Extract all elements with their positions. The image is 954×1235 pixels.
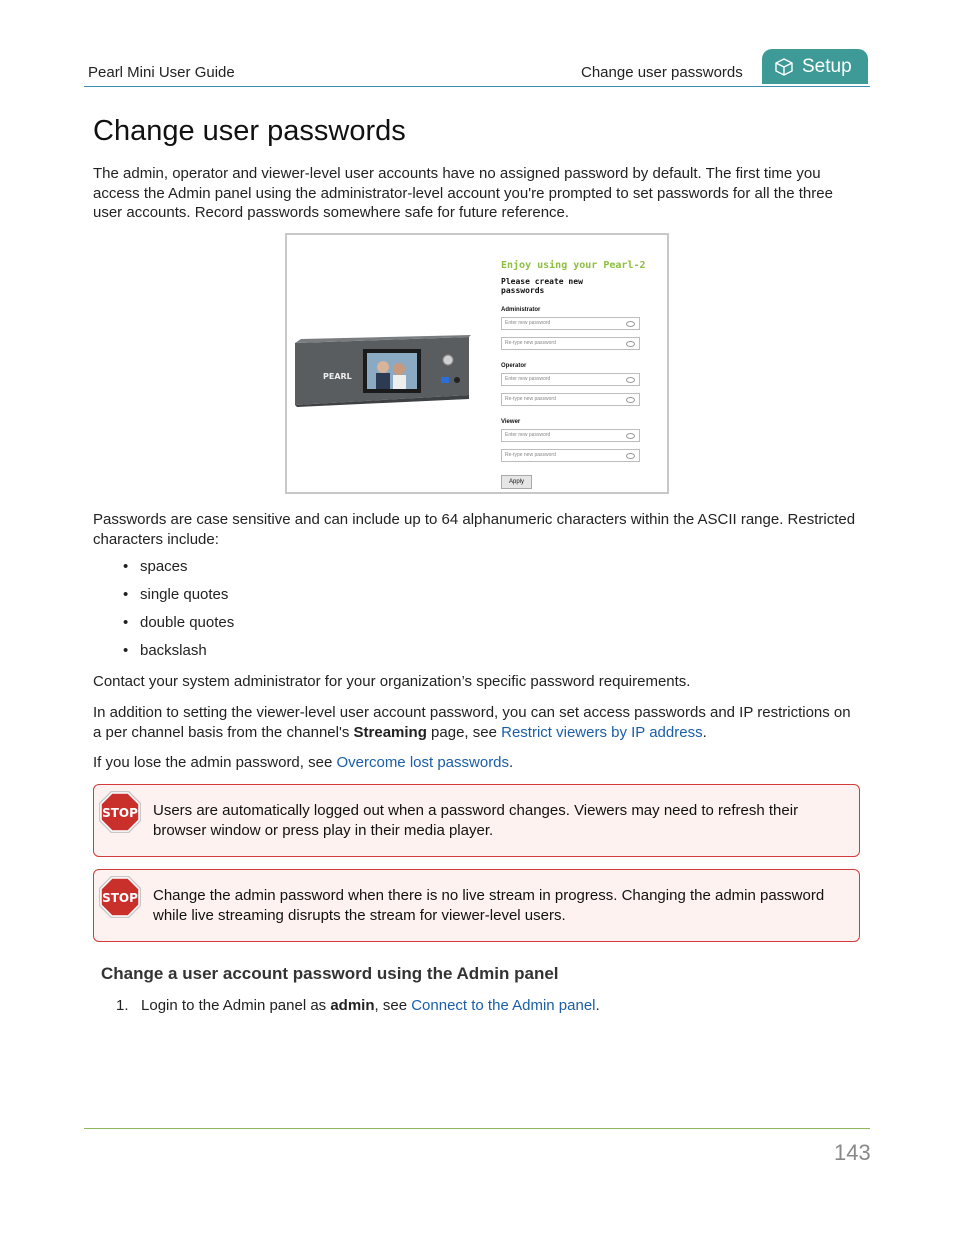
figure-subheading: Please create new passwords (501, 277, 583, 295)
eye-icon[interactable] (626, 433, 635, 439)
list-item: • single quotes (123, 586, 229, 603)
apply-button[interactable]: Apply (501, 475, 532, 489)
admin-label: Administrator (501, 307, 541, 313)
stop-sign-icon (98, 875, 142, 919)
footer-rule (84, 1128, 870, 1129)
viewer-paragraph: In addition to setting the viewer-level user account password, you can set access passwords and IP restrictions on a per channel basis from the channel's Streaming page, see Restrict viewers by IP address. (93, 704, 851, 741)
list-item: • double quotes (123, 614, 235, 631)
contact-paragraph: Contact your system administrator for your organization’s specific password requirements. (93, 673, 691, 690)
admin-retype-password-input[interactable]: Re-type new password (501, 337, 640, 350)
operator-label: Operator (501, 363, 527, 369)
section-title: Change user passwords (581, 64, 743, 81)
header-rule (84, 86, 870, 87)
stop-sign-icon (98, 790, 142, 834)
restriction-paragraph: Passwords are case sensitive and can include up to 64 alphanumeric characters within the ASCII range. Restricted characters include: (93, 511, 856, 548)
operator-retype-password-input[interactable]: Re-type new password (501, 393, 640, 406)
viewer-retype-password-input[interactable]: Re-type new password (501, 449, 640, 462)
eye-icon[interactable] (626, 321, 635, 327)
viewer-new-password-input[interactable]: Enter new password (501, 429, 640, 442)
eye-icon[interactable] (626, 377, 635, 383)
overcome-lost-passwords-link[interactable]: Overcome lost passwords (336, 754, 510, 771)
note-text: Change the admin password when there is no live stream in progress. Changing the admin password while live streaming disrupts the stream for viewer-level users. (153, 887, 825, 924)
pearl-logo: PEARL (323, 372, 352, 381)
password-setup-screenshot (285, 233, 669, 494)
eye-icon[interactable] (626, 341, 635, 347)
admin-new-password-input[interactable]: Enter new password (501, 317, 640, 330)
admin-term: admin (330, 997, 375, 1014)
viewer-label: Viewer (501, 419, 521, 425)
setup-tab[interactable] (762, 49, 868, 84)
stop-note (93, 784, 860, 857)
connect-admin-panel-link[interactable]: Connect to the Admin panel (411, 997, 596, 1014)
section-subheading: Change a user account password using the Admin panel (101, 964, 559, 983)
intro-paragraph: The admin, operator and viewer-level user accounts have no assigned password by default. The first time you access the Admin panel using the administrator-level account you're prompted to set passwords for all the three user accounts. Record passwords somewhere safe for future reference. (93, 165, 833, 221)
list-item: • spaces (123, 558, 188, 575)
box-icon (774, 57, 794, 77)
operator-new-password-input[interactable]: Enter new password (501, 373, 640, 386)
eye-icon[interactable] (626, 397, 635, 403)
list-item: • backslash (123, 642, 207, 659)
page-title: Change user passwords (93, 115, 406, 147)
svg-text:STOP: STOP (102, 806, 138, 820)
streaming-term: Streaming (353, 723, 427, 741)
stop-note (93, 869, 860, 942)
guide-title: Pearl Mini User Guide (88, 64, 235, 81)
pearl-device-image (293, 335, 471, 407)
note-text: Users are automatically logged out when a password changes. Viewers may need to refresh their browser window or press play in their media player. (153, 802, 799, 839)
step-item: 1. Login to the Admin panel as admin, see Connect to the Admin panel. (116, 997, 600, 1014)
figure-heading: Enjoy using your Pearl-2 (501, 260, 646, 271)
eye-icon[interactable] (626, 453, 635, 459)
svg-text:STOP: STOP (102, 891, 138, 905)
setup-tab-label: Setup (802, 55, 852, 77)
page-number: 143 (834, 1140, 871, 1165)
lost-password-paragraph: If you lose the admin password, see Overcome lost passwords. (93, 754, 514, 771)
restrict-viewers-link[interactable]: Restrict viewers by IP address (501, 723, 703, 741)
